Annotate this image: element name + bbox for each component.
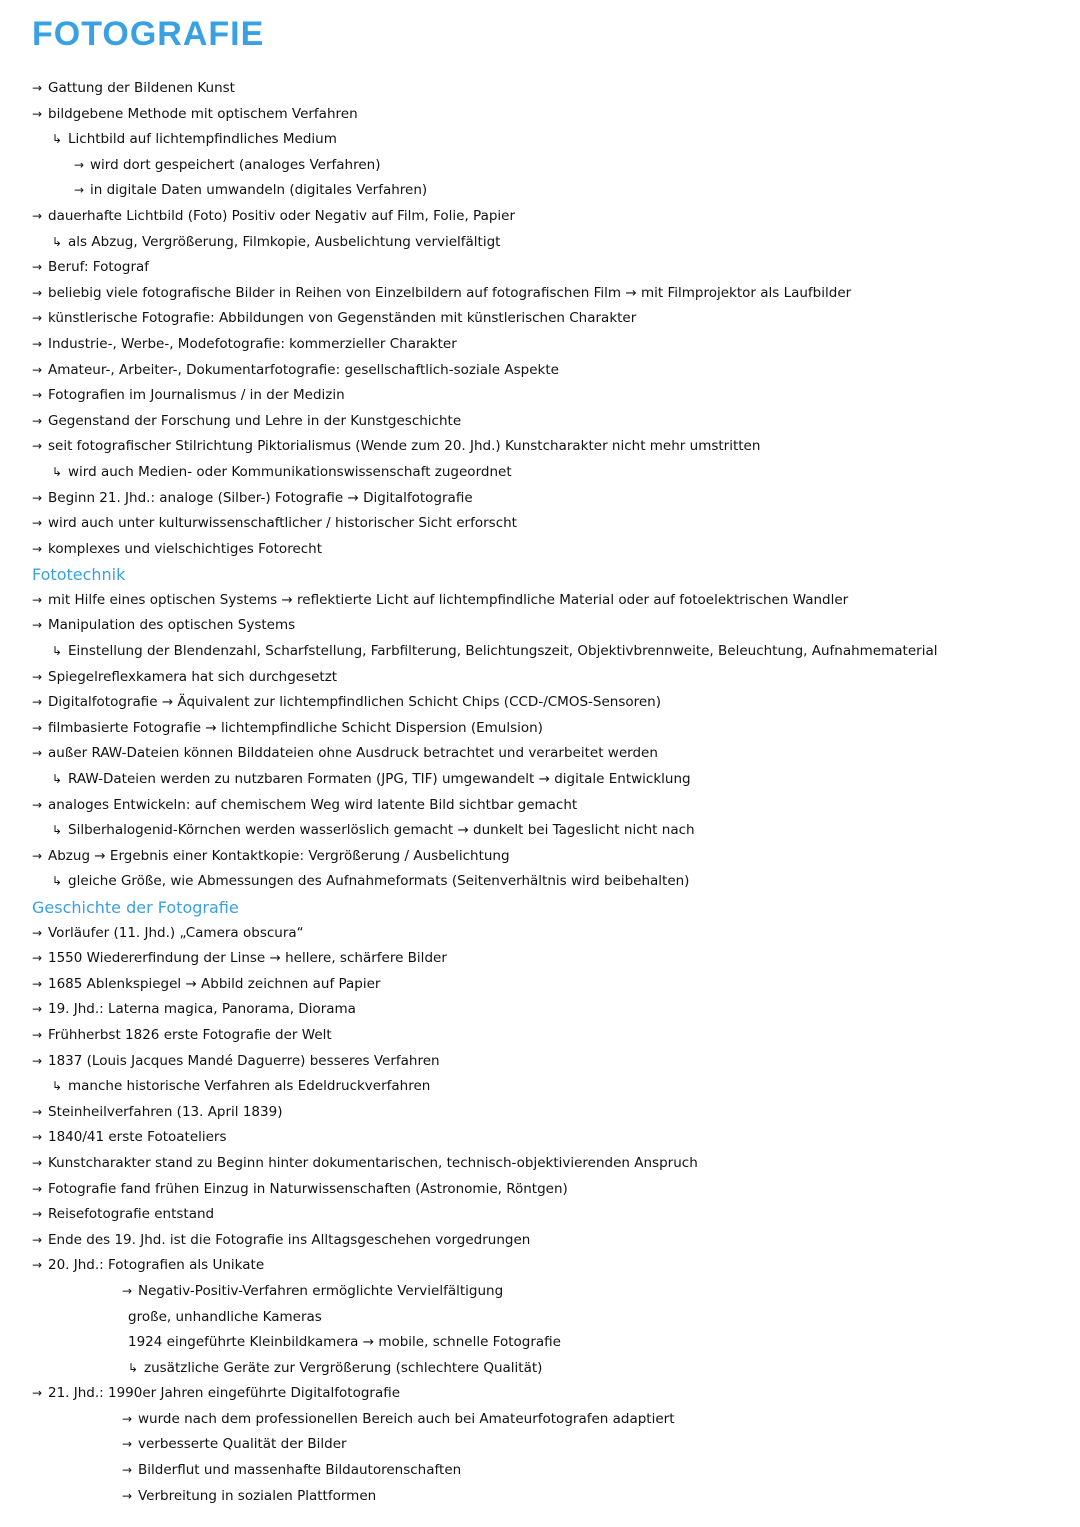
note-line [32, 358, 1060, 384]
note-text: komplexes und vielschichtiges Fotorecht [48, 540, 323, 557]
note-line [32, 1228, 1060, 1254]
arrow-icon: → [32, 669, 43, 684]
note-line [32, 281, 1060, 307]
note-text: Spiegelreflexkamera hat sich durchgesetzt [48, 668, 338, 685]
arrow-icon: → [74, 183, 85, 198]
note-text: Vorläufer (11. Jhd.) „Camera obscura“ [48, 924, 304, 941]
note-line [32, 409, 1060, 435]
note-text: Steinheilverfahren (13. April 1839) [48, 1103, 283, 1120]
note-line [32, 486, 1060, 512]
note-line [32, 230, 1060, 256]
arrow-icon: → [32, 1181, 43, 1196]
note-text: in digitale Daten umwandeln (digitales Verfahren) [90, 182, 428, 199]
note-text: wurde nach dem professionellen Bereich auch bei Amateurfotografen adaptiert [138, 1410, 675, 1427]
note-line [32, 1407, 1060, 1433]
note-line [32, 102, 1060, 128]
arrow-icon: → [32, 951, 43, 966]
note-line [32, 1100, 1060, 1126]
note-text: verbesserte Qualität der Bilder [138, 1436, 347, 1453]
note-text: Abzug → Ergebnis einer Kontaktkopie: Vergrößerung / Ausbelichtung [48, 847, 510, 864]
note-text: manche historische Verfahren als Edeldruckverfahren [68, 1078, 431, 1095]
note-line [32, 1253, 1060, 1279]
note-line [32, 1432, 1060, 1458]
note-line [32, 1279, 1060, 1305]
note-text: künstlerische Fotografie: Abbildungen von Gegenständen mit künstlerischen Charakter [48, 310, 637, 327]
arrow-icon: → [74, 157, 85, 172]
note-text: Verbreitung in sozialen Plattformen [138, 1487, 377, 1504]
arrow-icon: → [32, 106, 43, 121]
note-line [32, 767, 1060, 793]
note-line [32, 537, 1060, 563]
arrow-icon: → [32, 1207, 43, 1222]
note-text: dauerhafte Lichtbild (Foto) Positiv oder Negativ auf Film, Folie, Papier [48, 207, 516, 224]
arrow-icon: → [32, 746, 43, 761]
note-text: 19. Jhd.: Laterna magica, Panorama, Diorama [48, 1001, 356, 1018]
note-line [32, 1125, 1060, 1151]
note-line [32, 1049, 1060, 1075]
note-line [32, 741, 1060, 767]
note-text: filmbasierte Fotografie → lichtempfindliche Schicht Dispersion (Emulsion) [48, 719, 543, 736]
note-text: RAW-Dateien werden zu nutzbaren Formaten (JPG, TIF) umgewandelt → digitale Entwicklung [68, 771, 691, 788]
note-text: bildgebene Methode mit optischem Verfahren [48, 105, 358, 122]
note-line [32, 716, 1060, 742]
arrow-icon: → [32, 413, 43, 428]
note-line [32, 1484, 1060, 1510]
note-line [32, 1381, 1060, 1407]
note-text: beliebig viele fotografische Bilder in Reihen von Einzelbildern auf fotografischen Film → mit Filmprojektor als Laufbilder [48, 284, 852, 301]
note-line [32, 434, 1060, 460]
arrow-icon: → [32, 336, 43, 351]
note-line [32, 690, 1060, 716]
note-line [32, 178, 1060, 204]
sub-arrow-icon: ↳ [52, 132, 63, 147]
arrow-icon: → [32, 1104, 43, 1119]
note-text: Lichtbild auf lichtempfindliches Medium [68, 131, 337, 148]
note-line [32, 1177, 1060, 1203]
note-text: zusätzliche Geräte zur Vergrößerung (schlechtere Qualität) [144, 1359, 543, 1376]
arrow-icon: → [32, 695, 43, 710]
note-line [32, 972, 1060, 998]
arrow-icon: → [122, 1437, 133, 1452]
arrow-icon: → [32, 976, 43, 991]
note-text: Kunstcharakter stand zu Beginn hinter dokumentarischen, technisch-objektivierenden Anspruch [48, 1154, 698, 1171]
notes-body [32, 76, 1060, 1509]
note-text: Einstellung der Blendenzahl, Scharfstellung, Farbfilterung, Belichtungszeit, Objektivbrennweite, Beleuchtung, Aufnahmematerial [68, 643, 938, 660]
note-line [32, 1023, 1060, 1049]
note-line [32, 76, 1060, 102]
note-text: 1550 Wiedererfindung der Linse → hellere, schärfere Bilder [48, 950, 447, 967]
note-text: Fotografie fand frühen Einzug in Naturwissenschaften (Astronomie, Röntgen) [48, 1180, 568, 1197]
note-text: 21. Jhd.: 1990er Jahren eingeführte Digitalfotografie [48, 1385, 401, 1402]
note-line [32, 1330, 1060, 1356]
arrow-icon: → [32, 1027, 43, 1042]
note-text: 20. Jhd.: Fotografien als Unikate [48, 1257, 265, 1274]
section-heading: Geschichte der Fotografie [32, 898, 239, 917]
arrow-icon: → [122, 1411, 133, 1426]
note-line [32, 1356, 1060, 1382]
note-text: analoges Entwickeln: auf chemischem Weg wird latente Bild sichtbar gemacht [48, 796, 578, 813]
arrow-icon: → [32, 618, 43, 633]
note-text: Beruf: Fotograf [48, 259, 150, 276]
note-text: Gattung der Bildenen Kunst [48, 80, 235, 96]
note-line [32, 1074, 1060, 1100]
note-line [32, 613, 1060, 639]
note-line [32, 511, 1060, 537]
arrow-icon: → [32, 1130, 43, 1145]
arrow-icon: → [32, 720, 43, 735]
note-line [32, 946, 1060, 972]
note-text: wird dort gespeichert (analoges Verfahren) [90, 156, 381, 173]
note-text: Gegenstand der Forschung und Lehre in der Kunstgeschichte [48, 412, 462, 429]
note-line [32, 844, 1060, 870]
note-text: wird auch Medien- oder Kommunikationswissenschaft zugeordnet [68, 463, 512, 480]
section-heading: Fototechnik [32, 565, 126, 585]
arrow-icon: → [122, 1283, 133, 1298]
arrow-icon: → [32, 388, 43, 403]
note-text: wird auch unter kulturwissenschaftlicher / historischer Sicht erforscht [48, 515, 517, 532]
arrow-icon: → [32, 848, 43, 863]
arrow-icon: → [32, 81, 43, 95]
arrow-icon: → [32, 541, 43, 556]
sub-arrow-icon: ↳ [128, 1360, 139, 1375]
note-text: Frühherbst 1826 erste Fotografie der Welt [48, 1026, 332, 1043]
arrow-icon: → [32, 1232, 43, 1247]
arrow-icon: → [32, 1002, 43, 1017]
note-text: Amateur-, Arbeiter-, Dokumentarfotografie: gesellschaftlich-soziale Aspekte [48, 361, 559, 378]
arrow-icon: → [32, 1053, 43, 1068]
note-text: Fotografien im Journalismus / in der Medizin [48, 387, 345, 404]
arrow-icon: → [32, 1155, 43, 1170]
note-text: Bilderflut und massenhafte Bildautorenschaften [138, 1462, 462, 1479]
note-text: Industrie-, Werbe-, Modefotografie: kommerzieller Charakter [48, 335, 457, 352]
note-text: gleiche Größe, wie Abmessungen des Aufnahmeformats (Seitenverhältnis wird beibehalten) [68, 873, 690, 890]
arrow-icon: → [122, 1463, 133, 1478]
note-text: 1837 (Louis Jacques Mandé Daguerre) besseres Verfahren [48, 1052, 440, 1069]
note-line [32, 588, 1060, 614]
note-line [32, 665, 1060, 691]
note-line [32, 127, 1060, 153]
note-text: 1685 Ablenkspiegel → Abbild zeichnen auf Papier [48, 975, 381, 992]
sub-arrow-icon: ↳ [52, 234, 63, 249]
sub-arrow-icon: ↳ [52, 874, 63, 889]
sub-arrow-icon: ↳ [52, 772, 63, 787]
note-text: 1840/41 erste Fotoateliers [48, 1129, 227, 1146]
arrow-icon: → [122, 1488, 133, 1503]
note-text: als Abzug, Vergrößerung, Filmkopie, Ausbelichtung vervielfältigt [68, 233, 501, 250]
page-title: FOTOGRAFIE [32, 15, 265, 53]
note-line [32, 793, 1060, 819]
sub-arrow-icon: ↳ [52, 823, 63, 838]
arrow-icon: → [32, 925, 43, 940]
sub-arrow-icon: ↳ [52, 644, 63, 659]
note-text: seit fotografischer Stilrichtung Piktorialismus (Wende zum 20. Jhd.) Kunstcharakter nicht mehr umstritten [48, 438, 761, 455]
arrow-icon: → [32, 1258, 43, 1273]
note-line [32, 306, 1060, 332]
note-line [32, 1458, 1060, 1484]
arrow-icon: → [32, 592, 43, 607]
arrow-icon: → [32, 208, 43, 223]
note-line [32, 818, 1060, 844]
note-text: mit Hilfe eines optischen Systems → reflektierte Licht auf lichtempfindliche Material oder auf fotoelektrischen Wandler [48, 591, 849, 608]
note-text: Reisefotografie entstand [48, 1206, 215, 1223]
arrow-icon: → [32, 362, 43, 377]
note-text: 1924 eingeführte Kleinbildkamera → mobile, schnelle Fotografie [128, 1334, 561, 1351]
note-line [32, 255, 1060, 281]
note-line [32, 921, 1060, 947]
sub-arrow-icon: ↳ [52, 1079, 63, 1094]
note-line [32, 1202, 1060, 1228]
note-line [32, 204, 1060, 230]
note-line [32, 639, 1060, 665]
note-line [32, 869, 1060, 895]
note-line [32, 997, 1060, 1023]
note-text: Digitalfotografie → Äquivalent zur lichtempfindlichen Schicht Chips (CCD-/CMOS-Sensoren) [48, 694, 661, 711]
note-text: Beginn 21. Jhd.: analoge (Silber-) Fotografie → Digitalfotografie [48, 489, 473, 506]
note-text: Negativ-Positiv-Verfahren ermöglichte Vervielfältigung [138, 1282, 504, 1299]
arrow-icon: → [32, 516, 43, 531]
arrow-icon: → [32, 439, 43, 454]
note-line [32, 1151, 1060, 1177]
arrow-icon: → [32, 797, 43, 812]
note-line [32, 153, 1060, 179]
arrow-icon: → [32, 1386, 43, 1401]
note-line [32, 1305, 1060, 1331]
note-text: Silberhalogenid-Körnchen werden wasserlöslich gemacht → dunkelt bei Tageslicht nicht nach [68, 822, 695, 839]
note-line [32, 383, 1060, 409]
note-line [32, 332, 1060, 358]
note-text: Manipulation des optischen Systems [48, 617, 296, 634]
arrow-icon: → [32, 285, 43, 300]
arrow-icon: → [32, 490, 43, 505]
sub-arrow-icon: ↳ [52, 464, 63, 479]
arrow-icon: → [32, 311, 43, 326]
note-text: Ende des 19. Jhd. ist die Fotografie ins Alltagsgeschehen vorgedrungen [48, 1231, 531, 1248]
note-text: außer RAW-Dateien können Bilddateien ohne Ausdruck betrachtet und verarbeitet werden [48, 745, 658, 762]
note-line [32, 460, 1060, 486]
arrow-icon: → [32, 260, 43, 275]
note-text: große, unhandliche Kameras [128, 1308, 322, 1325]
